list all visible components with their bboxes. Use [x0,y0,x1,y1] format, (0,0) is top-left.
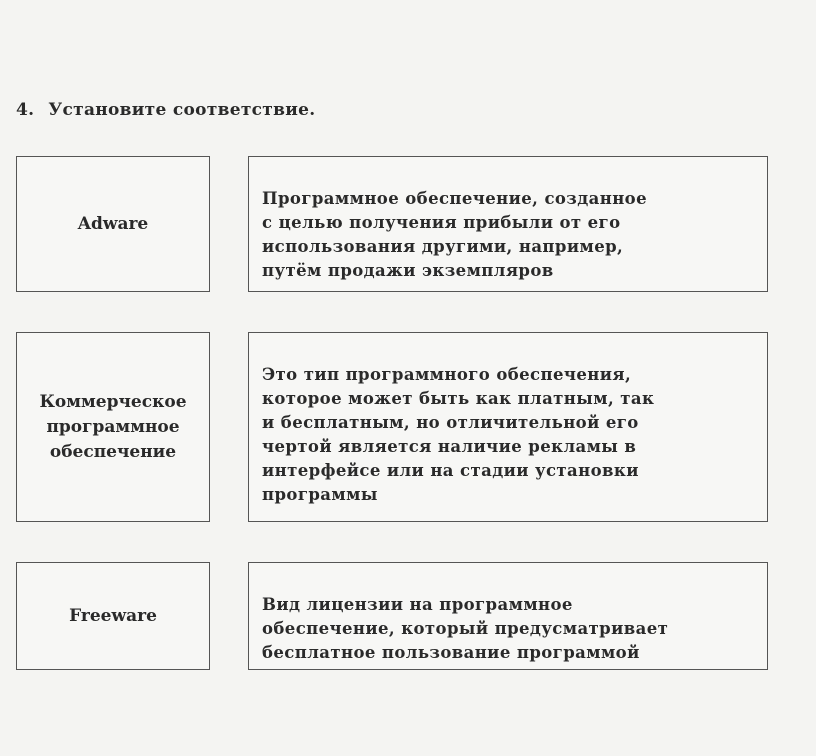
task-number: 4. [16,100,35,120]
definition-text: Это тип программного обеспечения, которое может быть как платным, так и бесплатным, но отличительной его чертой является наличие рекламы в интерфейсе или на стадии установки программы [262,365,655,504]
definition-box-1[interactable] [248,156,768,292]
term-box-freeware[interactable] [16,562,210,670]
term-box-commercial-software[interactable] [16,332,210,522]
term-label: Коммерческое программное обеспечение [39,391,187,462]
term-label: Freeware [69,605,157,626]
definition-text: Вид лицензии на программное обеспечение, который предусматривает бесплатное пользование программой [262,595,669,662]
definition-box-2[interactable] [248,332,768,522]
definition-text: Программное обеспечение, созданное с целью получения прибыли от его использования другими, например, путём продажи экземпляров [262,189,647,280]
term-label: Adware [77,213,149,234]
task-heading [16,100,316,120]
definition-box-3[interactable] [248,562,768,670]
task-instruction: Установите соответствие. [48,100,316,120]
term-box-adware[interactable] [16,156,210,292]
